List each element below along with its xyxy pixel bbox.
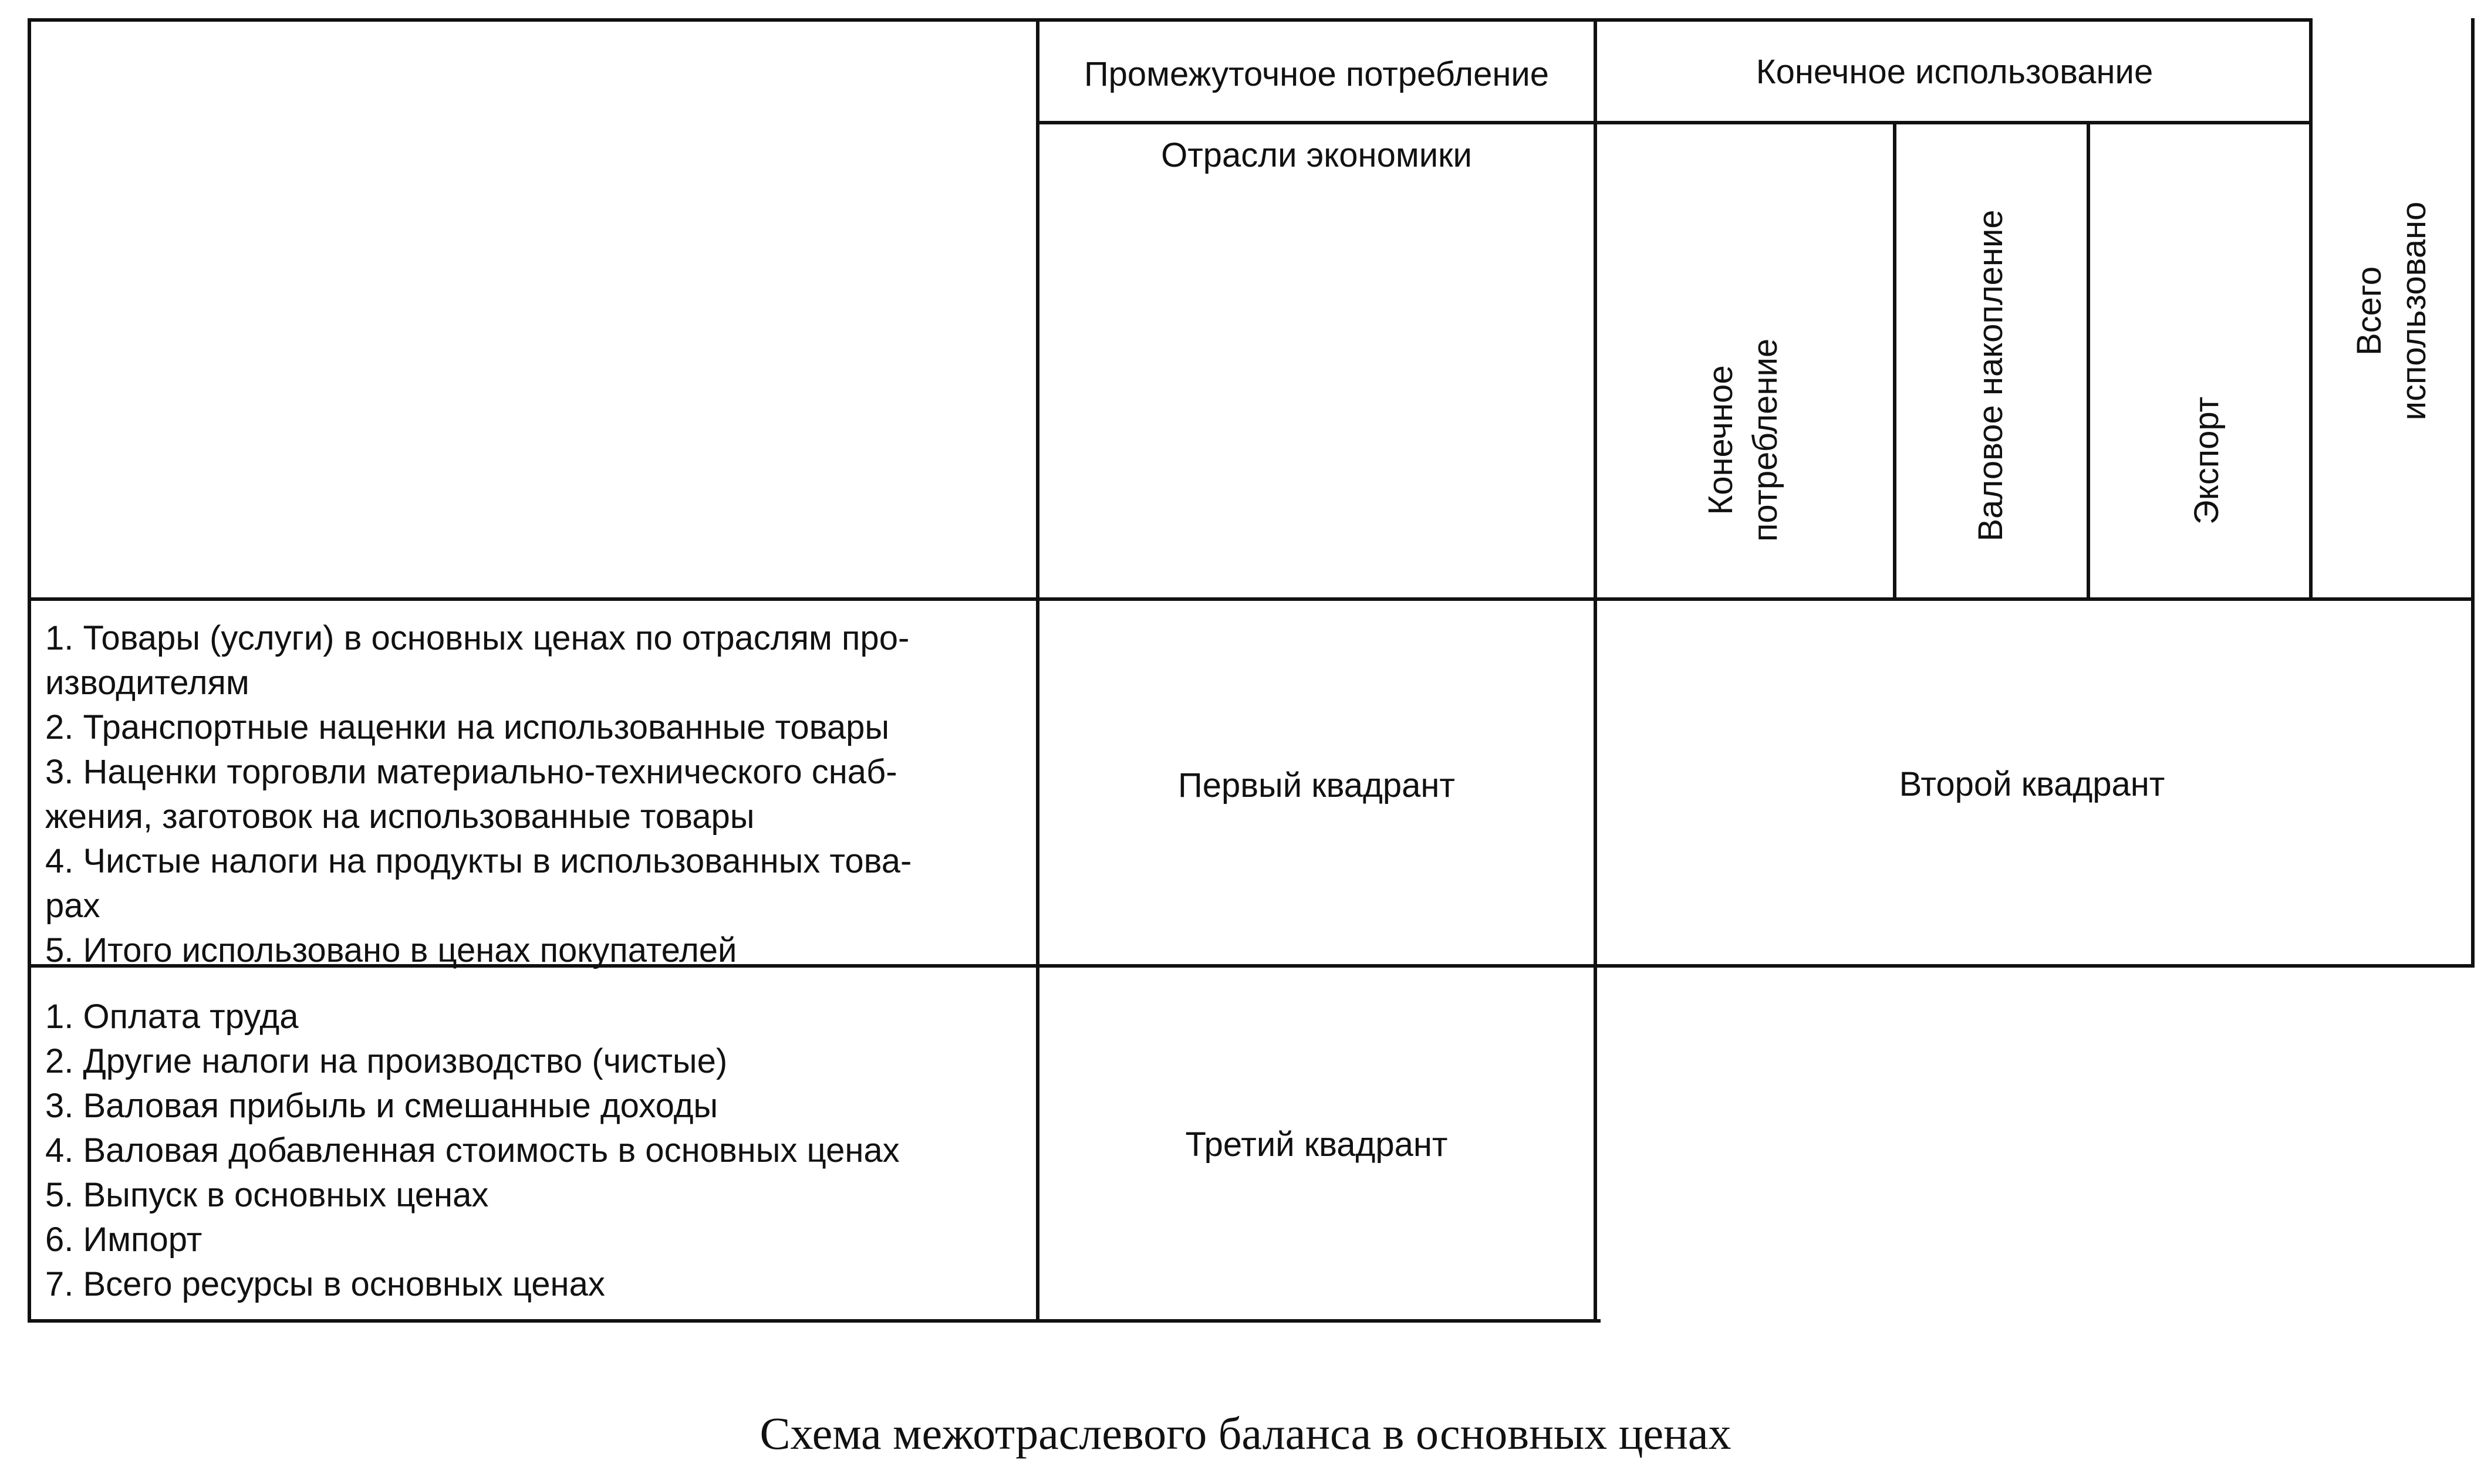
row-label: 3. Наценки торговли материально-технического снаб- bbox=[45, 753, 897, 791]
row-label: 6. Импорт bbox=[45, 1221, 202, 1259]
row-label: 2. Другие налоги на производство (чистые) bbox=[45, 1042, 728, 1080]
lower-block-row-labels bbox=[45, 995, 900, 1307]
export-left-border bbox=[2087, 121, 2090, 601]
row-label: рах bbox=[45, 887, 100, 925]
row-label: 5. Итого использовано в ценах покупателей bbox=[45, 931, 737, 969]
left-border bbox=[28, 18, 31, 1323]
final-consumption-header: Конечное потребление bbox=[1702, 338, 1784, 542]
export-header: Экспорт bbox=[2188, 397, 2226, 525]
gross-accumulation-header: Валовое накопление bbox=[1972, 209, 2010, 542]
lower-block-bottom-border bbox=[28, 1319, 1601, 1323]
table-top-border bbox=[28, 18, 2310, 22]
third-quadrant-label: Третий квадрант bbox=[1185, 1125, 1448, 1164]
row-label: 5. Выпуск в основных ценах bbox=[45, 1176, 489, 1214]
upper-block-row-labels bbox=[45, 616, 912, 973]
industries-header: Отрасли экономики bbox=[1161, 136, 1472, 174]
final-use-header: Конечное использование bbox=[1756, 53, 2154, 91]
total-left-border bbox=[2309, 18, 2313, 601]
row-label: жения, заготовок на использованные товары bbox=[45, 797, 755, 836]
diagram-caption: Схема межотраслевого баланса в основных ценах bbox=[760, 1408, 1731, 1459]
total-used-header: Всего использовано bbox=[2350, 201, 2433, 421]
row-label: 1. Товары (услуги) в основных ценах по отраслям про- bbox=[45, 619, 910, 657]
row-label: 4. Чистые налоги на продукты в использованных това- bbox=[45, 842, 912, 880]
row-label: 1. Оплата труда bbox=[45, 998, 299, 1036]
first-quadrant-label: Первый квадрант bbox=[1178, 766, 1455, 804]
second-quadrant-label: Второй квадрант bbox=[1899, 765, 2165, 803]
row-label: 7. Всего ресурсы в основных ценах bbox=[45, 1265, 605, 1303]
row-label: изводителям bbox=[45, 664, 249, 702]
row-label: 4. Валовая добавленная стоимость в основных ценах bbox=[45, 1131, 900, 1169]
accumulation-left-border bbox=[1893, 121, 1896, 601]
industries-left-border bbox=[1036, 18, 1039, 1323]
right-border bbox=[2471, 18, 2475, 968]
header-bottom-border bbox=[28, 597, 2475, 601]
row-label: 3. Валовая прибыль и смешанные доходы bbox=[45, 1087, 718, 1125]
final-use-left-border bbox=[1594, 18, 1597, 1323]
intermediate-consumption-header: Промежуточное потребление bbox=[1084, 55, 1550, 93]
header-divider-line bbox=[1036, 121, 2313, 124]
row-label: 2. Транспортные наценки на использованные товары bbox=[45, 708, 890, 746]
